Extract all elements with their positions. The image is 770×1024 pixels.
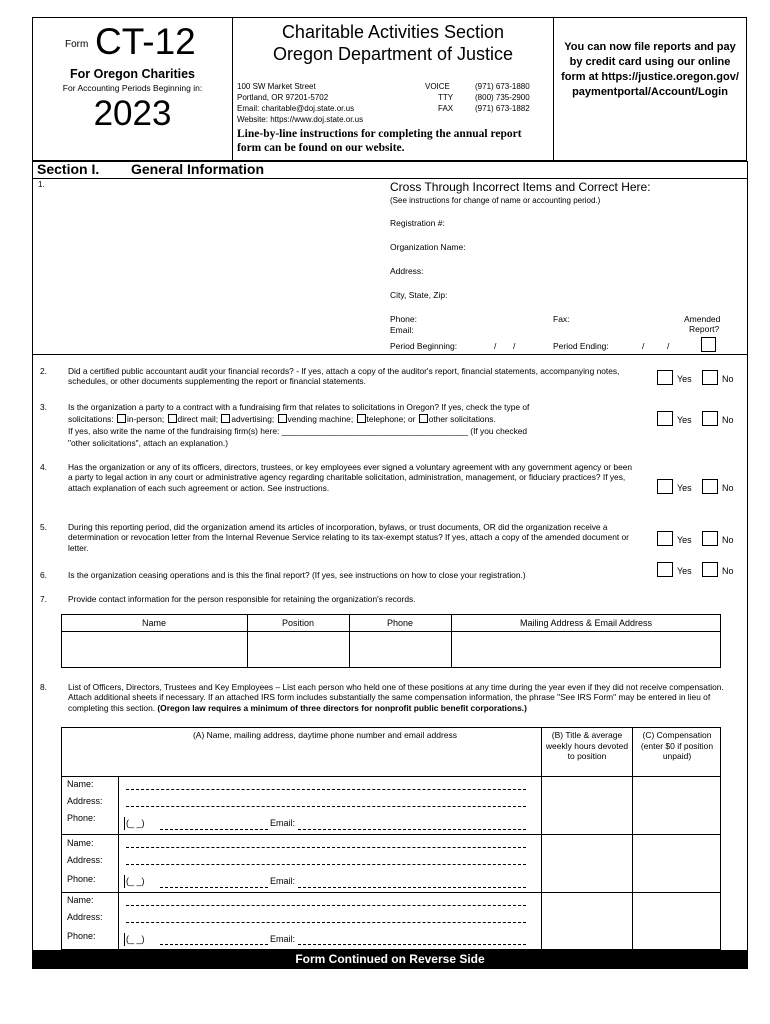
- contact-col-position: Position: [281, 618, 315, 628]
- cross-through-note: (See instructions for change of name or accounting period.): [390, 196, 601, 205]
- contact-col-phone: Phone: [386, 618, 414, 628]
- in-person-label: in-person;: [126, 414, 165, 424]
- date-sep: /: [513, 341, 516, 351]
- q6-no-checkbox[interactable]: [702, 562, 718, 577]
- q4-text: Has the organization or any of its officers, directors, trustees, or key employees ever signed a voluntary agreement with any government agency or been a party to legal action in any court or administrative agency regarding charitable solicitation, administration, management, or fiduciary practices? If yes, attach explanation of each such agreement or action. See instructions.: [68, 462, 633, 493]
- contact-col-address: Mailing Address & Email Address: [519, 618, 653, 628]
- address-label: Address:: [67, 796, 103, 806]
- no-label: No: [722, 566, 734, 576]
- phone-area-code[interactable]: (_ _): [126, 934, 145, 944]
- email-label: Email:: [270, 876, 296, 886]
- phone-label: Phone:: [67, 813, 96, 823]
- phone-label: Phone:: [67, 874, 96, 884]
- contact-col-name: Name: [141, 618, 166, 628]
- col-a-header: (A) Name, mailing address, daytime phone number and email address: [192, 730, 458, 740]
- section-title: Section I.: [37, 161, 100, 177]
- yes-label: Yes: [677, 374, 692, 384]
- voice-number: (971) 673-1880: [475, 82, 530, 91]
- date-sep: /: [494, 341, 497, 351]
- officer-compensation-input[interactable]: [633, 835, 720, 891]
- direct-mail-checkbox[interactable]: [168, 414, 177, 423]
- phone-bracket: [124, 875, 125, 888]
- vending-machine-label: vending machine;: [287, 414, 354, 424]
- officer-phone-line[interactable]: [160, 887, 268, 888]
- q2-text: Did a certified public accountant audit your financial records? - If yes, attach a copy of the auditor's report, financial statements, accompanying notes, schedules, or other documents supplementing the report or financial statements.: [68, 366, 620, 387]
- q7-text: Provide contact information for the person responsible for retaining the organization's records.: [68, 594, 416, 604]
- left-border: [32, 161, 33, 968]
- city-state-zip-field[interactable]: City, State, Zip:: [390, 290, 448, 300]
- q8-text-body: List of Officers, Directors, Trustees and Key Employees – List each person who held one of these positions at any time during the year even if they did not receive compensation. Attach additional sheets if necessary. If an attached IRS form includes substantially the same compensation information, the phrase "See IRS Form" may be entered in lieu of completing this section.: [68, 682, 724, 713]
- phone-label: Phone:: [67, 931, 96, 941]
- agency-line2: Oregon Department of Justice: [272, 44, 514, 64]
- yes-label: Yes: [677, 415, 692, 425]
- organization-name-field[interactable]: Organization Name:: [390, 242, 466, 252]
- for-charities: For Oregon Charities: [69, 67, 196, 81]
- officer-compensation-input[interactable]: [633, 893, 720, 949]
- phone-area-code[interactable]: (_ _): [126, 818, 145, 828]
- officer-compensation-input[interactable]: [633, 777, 720, 833]
- phone-area-code[interactable]: (_ _): [126, 876, 145, 886]
- q2-number: 2.: [40, 366, 47, 376]
- q5-text: During this reporting period, did the organization amend its articles of incorporation, bylaws, or trust documents, OR did the organization receive a determination or revocation letter from the Internal Revenue Service relating to its tax-exempt status? If yes, attach a copy of the amended document or letter.: [68, 522, 629, 553]
- officer-phone-line[interactable]: [160, 944, 268, 945]
- yes-label: Yes: [677, 566, 692, 576]
- section-subtitle: General Information: [131, 161, 265, 177]
- q4-no-checkbox[interactable]: [702, 479, 718, 494]
- q1-number: 1.: [38, 180, 45, 189]
- officers-label-divider: [118, 776, 119, 950]
- officer-address-line[interactable]: [126, 864, 526, 865]
- tty-number: (800) 735-2900: [475, 93, 530, 102]
- q4-number: 4.: [40, 462, 47, 472]
- email-field[interactable]: Email:: [390, 325, 414, 335]
- no-label: No: [722, 483, 734, 493]
- q3-solicitations-label: solicitations:: [68, 414, 114, 424]
- form-code: CT-12: [95, 21, 196, 62]
- advertising-checkbox[interactable]: [221, 414, 230, 423]
- in-person-checkbox[interactable]: [117, 414, 126, 423]
- address-label: Address:: [67, 855, 103, 865]
- officer-address-line[interactable]: [126, 806, 526, 807]
- other-solicitations-label: other solicitations.: [428, 414, 496, 424]
- officer-title-input[interactable]: [542, 893, 631, 949]
- agency-line1: Charitable Activities Section: [281, 22, 505, 42]
- officer-phone-line[interactable]: [160, 829, 268, 830]
- fax-field[interactable]: Fax:: [553, 314, 570, 324]
- q1-bottom-rule: [32, 354, 748, 355]
- q2-yes-checkbox[interactable]: [657, 370, 673, 385]
- officer-name-line[interactable]: [126, 789, 526, 790]
- address-label: Address:: [67, 912, 103, 922]
- instructions-note: Line-by-line instructions for completing the annual report form can be found on our website.: [237, 128, 522, 154]
- col-b-header: (B) Title & average weekly hours devoted to position: [545, 730, 629, 761]
- direct-mail-label: direct mail;: [177, 414, 219, 424]
- q3-text-c: If yes, also write the name of the fundraising firm(s) here: ________________________________________ (If you checked: [68, 426, 528, 436]
- q8-text: [68, 682, 740, 713]
- form-year: 2023: [93, 94, 172, 133]
- date-sep: /: [667, 341, 670, 351]
- period-ending-field[interactable]: Period Ending:: [553, 341, 609, 351]
- officer-name-line[interactable]: [126, 905, 526, 906]
- amended-checkbox[interactable]: [701, 337, 716, 352]
- officer-email-line[interactable]: [298, 829, 526, 830]
- period-note: For Accounting Periods Beginning in:: [62, 83, 203, 93]
- q6-text: Is the organization ceasing operations and is this the final report? (If yes, see instructions on how to close your registration.): [68, 570, 526, 580]
- officer-address-line[interactable]: [126, 922, 526, 923]
- q8-number: 8.: [40, 682, 47, 692]
- amended-label-1: Amended: [684, 314, 721, 324]
- continued-bar: Form Continued on Reverse Side: [32, 950, 748, 969]
- tty-label: TTY: [438, 93, 454, 102]
- website-line: Website: https://www.doj.state.or.us: [237, 115, 364, 124]
- phone-bracket: [124, 933, 125, 946]
- other-solicitations-checkbox[interactable]: [419, 414, 428, 423]
- address-field[interactable]: Address:: [390, 266, 424, 276]
- fax-number: (971) 673-1882: [475, 104, 530, 113]
- no-label: No: [722, 415, 734, 425]
- q3-text-a: Is the organization a party to a contract with a fundraising firm that relates to solicitations in Oregon? If yes, check the type of: [68, 402, 530, 412]
- name-label: Name:: [67, 838, 94, 848]
- name-label: Name:: [67, 779, 94, 789]
- email-line: Email: charitable@doj.state.or.us: [237, 104, 355, 113]
- address-line2: Portland, OR 97201-5702: [237, 93, 329, 102]
- vending-machine-checkbox[interactable]: [278, 414, 287, 423]
- yes-label: Yes: [677, 535, 692, 545]
- phone-bracket: [124, 817, 125, 830]
- cross-through-heading: Cross Through Incorrect Items and Correct Here:: [390, 180, 651, 194]
- fax-label: FAX: [438, 104, 454, 113]
- q7-number: 7.: [40, 594, 47, 604]
- period-beginning-field[interactable]: Period Beginning:: [390, 341, 458, 351]
- q3-text-d: "other solicitations", attach an explanation.): [68, 438, 229, 448]
- date-sep: /: [642, 341, 645, 351]
- yes-label: Yes: [677, 483, 692, 493]
- contact-position-input[interactable]: [248, 632, 348, 667]
- q5-number: 5.: [40, 522, 47, 532]
- q6-yes-checkbox[interactable]: [657, 562, 673, 577]
- telephone-checkbox[interactable]: [357, 414, 366, 423]
- email-label: Email:: [270, 818, 296, 828]
- officer-title-input[interactable]: [542, 835, 631, 891]
- telephone-label: telephone; or: [366, 414, 416, 424]
- col-c-header: (C) Compensation (enter $0 if position unpaid): [640, 730, 714, 761]
- officer-title-input[interactable]: [542, 777, 631, 833]
- voice-label: VOICE: [425, 82, 450, 91]
- officer-email-line[interactable]: [298, 887, 526, 888]
- no-label: No: [722, 535, 734, 545]
- q3-solicitation-types: [68, 414, 648, 424]
- officer-name-line[interactable]: [126, 847, 526, 848]
- q8-text-bold: (Oregon law requires a minimum of three directors for nonprofit public benefit corporations.): [157, 702, 527, 713]
- phone-field[interactable]: Phone:: [390, 314, 417, 324]
- contact-name-input[interactable]: [62, 632, 246, 667]
- right-border: [747, 161, 748, 968]
- form-word: Form: [65, 39, 89, 50]
- q4-yes-checkbox[interactable]: [657, 479, 673, 494]
- contact-phone-input[interactable]: [350, 632, 450, 667]
- name-label: Name:: [67, 895, 94, 905]
- q6-number: 6.: [40, 570, 47, 580]
- q3-yes-checkbox[interactable]: [657, 411, 673, 426]
- email-label: Email:: [270, 934, 296, 944]
- q3-number: 3.: [40, 402, 47, 412]
- payment-note: You can now file reports and pay by credit card using our online form at https://justice.oregon.gov/ paymentportal/Account/Login: [561, 41, 739, 98]
- advertising-label: advertising;: [231, 414, 275, 424]
- contact-address-input[interactable]: [452, 632, 720, 667]
- amended-label-2: Report?: [689, 324, 720, 334]
- q5-yes-checkbox[interactable]: [657, 531, 673, 546]
- address-line1: 100 SW Market Street: [237, 82, 316, 91]
- officer-email-line[interactable]: [298, 944, 526, 945]
- q5-no-checkbox[interactable]: [702, 531, 718, 546]
- section-rule: [32, 178, 748, 179]
- q3-no-checkbox[interactable]: [702, 411, 718, 426]
- no-label: No: [722, 374, 734, 384]
- q2-no-checkbox[interactable]: [702, 370, 718, 385]
- registration-field[interactable]: Registration #:: [390, 218, 445, 228]
